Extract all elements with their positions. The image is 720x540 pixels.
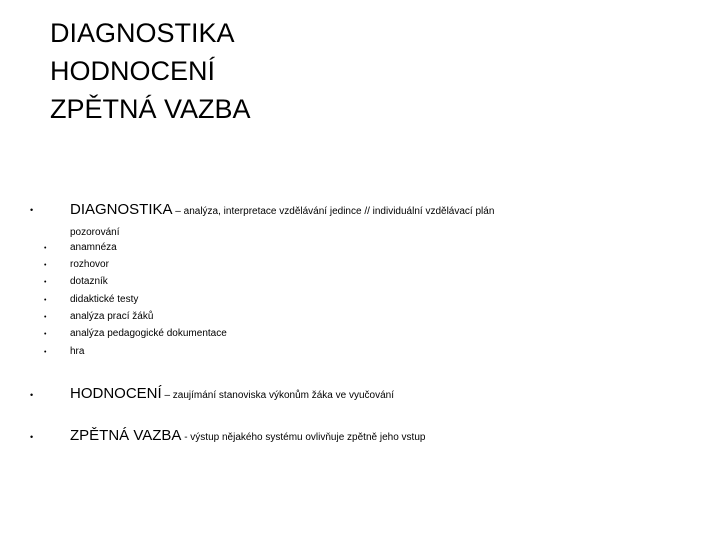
sub-bullet-2: • bbox=[44, 262, 47, 269]
bullet-diagnostika: • bbox=[30, 205, 34, 215]
sub-bullet-1: • bbox=[44, 245, 47, 252]
diagnostika-heading: DIAGNOSTIKA bbox=[70, 201, 173, 218]
slide-title bbox=[50, 14, 251, 128]
list-item: didaktické testy bbox=[70, 294, 139, 305]
hodnoceni-heading: HODNOCENÍ bbox=[70, 385, 162, 402]
sub-bullet-3: • bbox=[44, 279, 47, 286]
section-diagnostika bbox=[70, 201, 494, 218]
title-line-hodnoceni: HODNOCENÍ bbox=[50, 56, 216, 86]
list-item: rozhovor bbox=[70, 259, 109, 270]
title-line-zpetna-vazba: ZPĚTNÁ VAZBA bbox=[50, 94, 251, 124]
bullet-zpetna-vazba: • bbox=[30, 432, 34, 442]
list-item: analýza prací žáků bbox=[70, 311, 154, 322]
list-item: analýza pedagogické dokumentace bbox=[70, 328, 227, 339]
list-item: hra bbox=[70, 346, 85, 357]
list-item: dotazník bbox=[70, 276, 108, 287]
zpetna-vazba-description: - výstup nějakého systému ovlivňuje zpětně jeho vstup bbox=[181, 432, 426, 443]
sub-bullet-4: • bbox=[44, 297, 47, 304]
bullet-hodnoceni: • bbox=[30, 390, 34, 400]
section-hodnoceni bbox=[70, 385, 394, 402]
zpetna-vazba-heading: ZPĚTNÁ VAZBA bbox=[70, 427, 182, 444]
sub-bullet-5: • bbox=[44, 314, 47, 321]
title-line-diagnostika: DIAGNOSTIKA bbox=[50, 18, 235, 48]
sub-bullet-6: • bbox=[44, 331, 47, 338]
sub-bullet-7: • bbox=[44, 349, 47, 356]
hodnoceni-description: – zaujímání stanoviska výkonům žáka ve vyučování bbox=[161, 390, 395, 401]
diagnostika-subheading: pozorování bbox=[70, 227, 120, 238]
section-zpetna-vazba bbox=[70, 427, 425, 444]
diagnostika-description: – analýza, interpretace vzdělávání jedince // individuální vzdělávací plán bbox=[172, 206, 495, 217]
list-item: anamnéza bbox=[70, 242, 117, 253]
